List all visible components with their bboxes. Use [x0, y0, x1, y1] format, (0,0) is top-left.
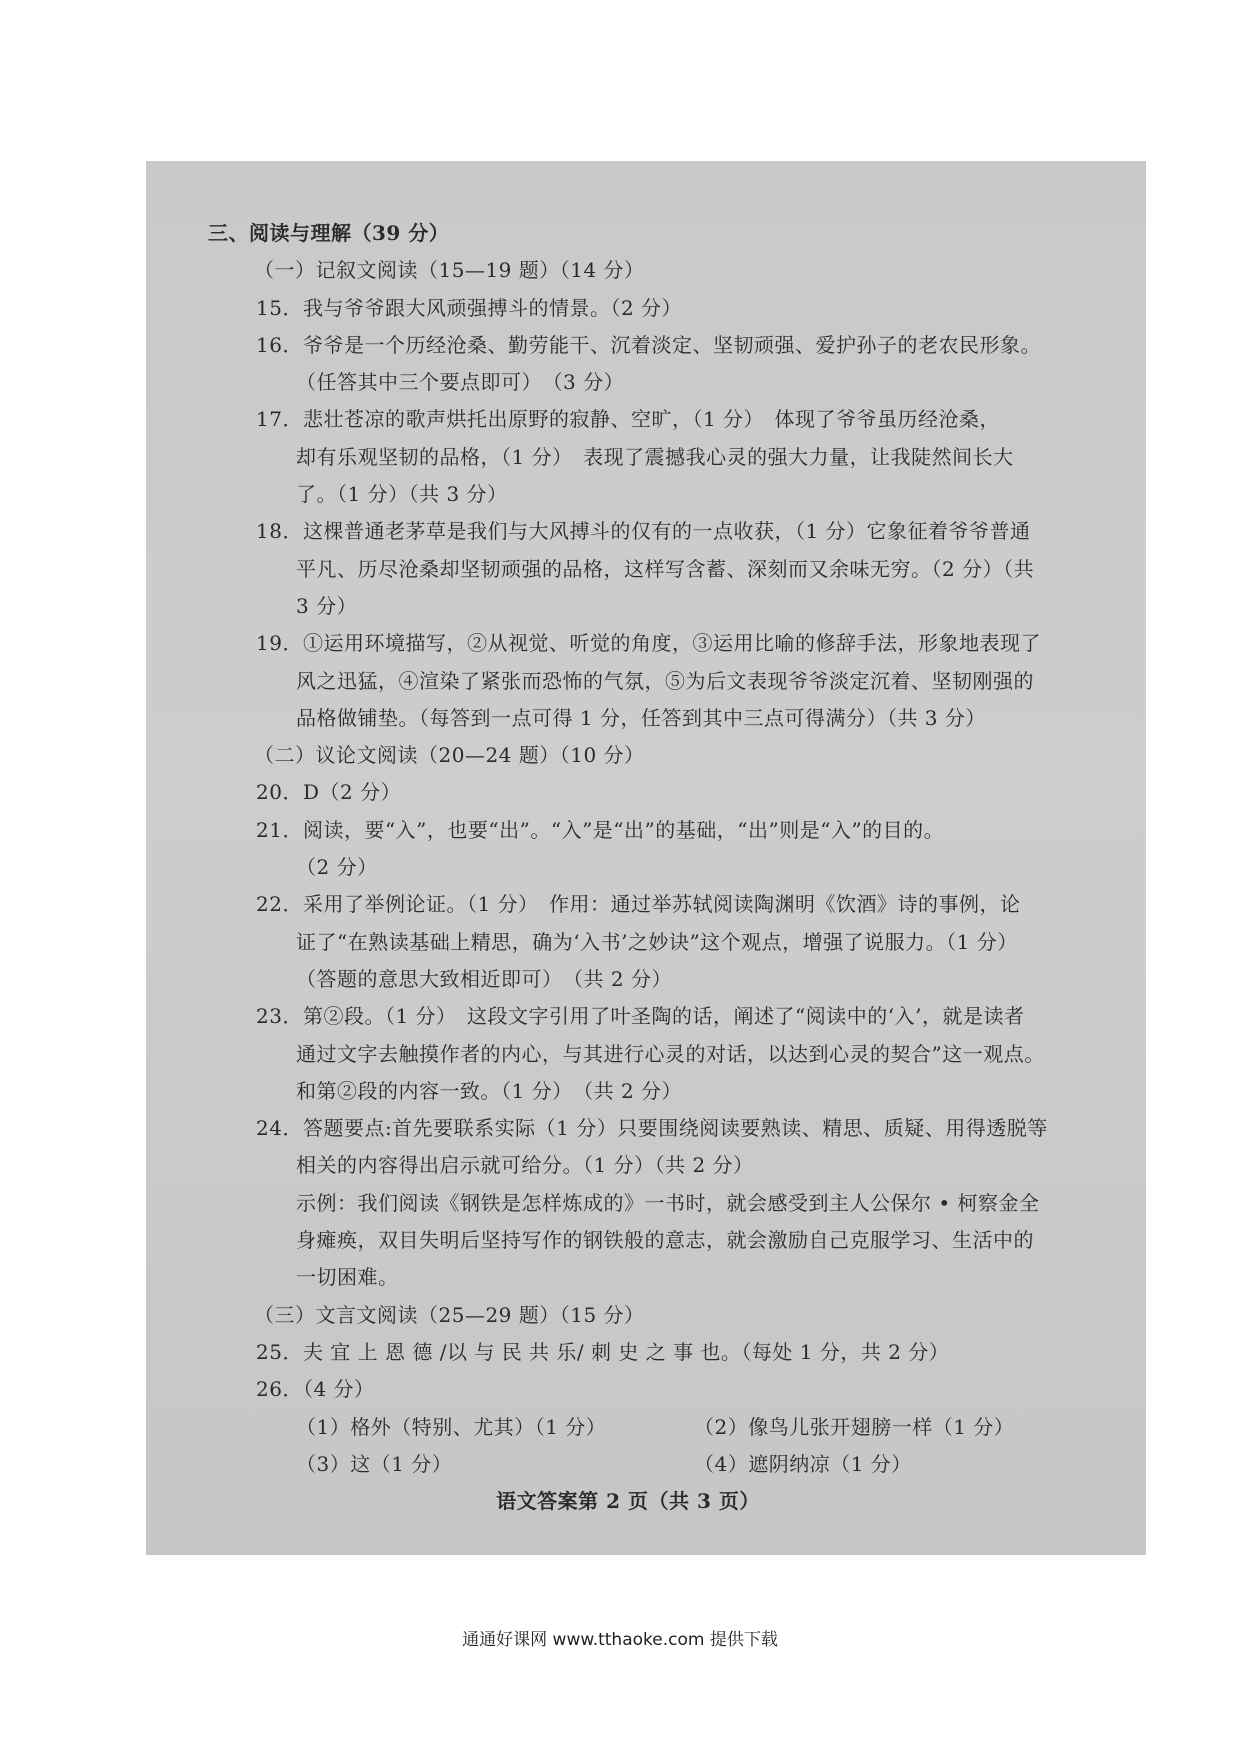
answer-25: 25．夫 宜 上 恩 德 /以 与 民 共 乐/ 刺 史 之 事 也。（每处 1 分，共 2 分）: [256, 1339, 950, 1364]
answer-26-item1: （1）格外（特别、尤其）（1 分）: [296, 1414, 607, 1439]
part1-title: （一）记叙文阅读（15—19 题）（14 分）: [254, 258, 645, 283]
answer-26-item3: （3）这（1 分）: [296, 1451, 453, 1476]
part3-title: （三）文言文阅读（25—29 题）（15 分）: [254, 1302, 645, 1327]
answer-24-example-line2: 身瘫痪，双目失明后坚持写作的钢铁般的意志，就会激励自己克服学习、生活中的: [296, 1228, 1034, 1253]
answer-24-line1: 24．答题要点:首先要联系实际（1 分）只要围绕阅读要熟读、精思、质疑、用得透脱等: [256, 1116, 1048, 1141]
section-title: 三、阅读与理解（39 分）: [208, 221, 450, 245]
part2-title: （二）议论文阅读（20—24 题）（10 分）: [254, 743, 645, 768]
page-footer: 语文答案第 2 页（共 3 页）: [496, 1489, 760, 1514]
answer-16-line2: （任答其中三个要点即可） （3 分）: [296, 370, 625, 395]
answer-26-item4: （4）遮阴纳凉（1 分）: [694, 1451, 912, 1476]
answer-22-line3: （答题的意思大致相近即可） （共 2 分）: [296, 966, 672, 991]
answer-26-row1: [208, 1409, 1128, 1446]
answer-19-line3: 品格做铺垫。（每答到一点可得 1 分，任答到其中三点可得满分）（共 3 分）: [296, 705, 986, 730]
answer-21-line1: 21．阅读，要“入”，也要“出”。“入”是“出”的基础，“出”则是“入”的目的。: [256, 817, 945, 842]
answer-19-line2: 风之迅猛，④渲染了紧张而恐怖的气氛，⑤为后文表现爷爷淡定沉着、坚韧刚强的: [296, 668, 1034, 693]
answer-23-line1: 23．第②段。（1 分） 这段文字引用了叶圣陶的话，阐述了“阅读中的‘入’，就是读者: [256, 1004, 1025, 1029]
answer-content: [208, 215, 1128, 1520]
answer-17-line2: 却有乐观坚韧的品格，（1 分） 表现了震撼我心灵的强大力量，让我陡然间长大: [296, 444, 1014, 469]
answer-18-line3: 3 分）: [296, 593, 358, 618]
scanned-answer-sheet: [146, 161, 1146, 1555]
answer-17-line3: 了。（1 分）（共 3 分）: [296, 482, 508, 507]
answer-18-line1: 18．这棵普通老茅草是我们与大风搏斗的仅有的一点收获，（1 分）它象征着爷爷普通: [256, 519, 1031, 544]
answer-24-example-line1: 示例：我们阅读《钢铁是怎样炼成的》一书时，就会感受到主人公保尔 • 柯察金全: [296, 1190, 1040, 1215]
answer-23-line3: 和第②段的内容一致。（1 分） （共 2 分）: [296, 1078, 683, 1103]
answer-26: 26．（4 分）: [256, 1377, 375, 1402]
download-watermark: 通通好课网 www.tthaoke.com 提供下载: [462, 1630, 778, 1650]
answer-20: 20．D（2 分）: [256, 780, 402, 805]
answer-18-line2: 平凡、历尽沧桑却坚韧顽强的品格，这样写含蓄、深刻而又余味无穷。（2 分）（共: [296, 556, 1035, 581]
answer-21-line2: （2 分）: [296, 855, 378, 880]
answer-17-line1: 17．悲壮苍凉的歌声烘托出原野的寂静、空旷，（1 分） 体现了爷爷虽历经沧桑，: [256, 407, 1001, 432]
answer-22-line2: 证了“在熟读基础上精思，确为‘入书’之妙诀”这个观点，增强了说服力。（1 分）: [296, 929, 1018, 954]
answer-24-line2: 相关的内容得出启示就可给分。（1 分）（共 2 分）: [296, 1153, 754, 1178]
answer-15: 15．我与爷爷跟大风顽强搏斗的情景。（2 分）: [256, 295, 683, 320]
answer-19-line1: 19．①运用环境描写，②从视觉、听觉的角度，③运用比喻的修辞手法，形象地表现了: [256, 631, 1041, 656]
answer-23-line2: 通过文字去触摸作者的内心，与其进行心灵的对话，以达到心灵的契合”这一观点。: [296, 1041, 1045, 1066]
answer-26-item2: （2）像鸟儿张开翅膀一样（1 分）: [694, 1414, 1015, 1439]
answer-24-example-line3: 一切困难。: [296, 1265, 399, 1290]
answer-22-line1: 22．采用了举例论证。（1 分） 作用：通过举苏轼阅读陶渊明《饮酒》诗的事例，论: [256, 892, 1021, 917]
answer-26-row2: [208, 1446, 1128, 1483]
answer-16-line1: 16．爷爷是一个历经沧桑、勤劳能干、沉着淡定、坚韧顽强、爱护孙子的老农民形象。: [256, 332, 1041, 357]
